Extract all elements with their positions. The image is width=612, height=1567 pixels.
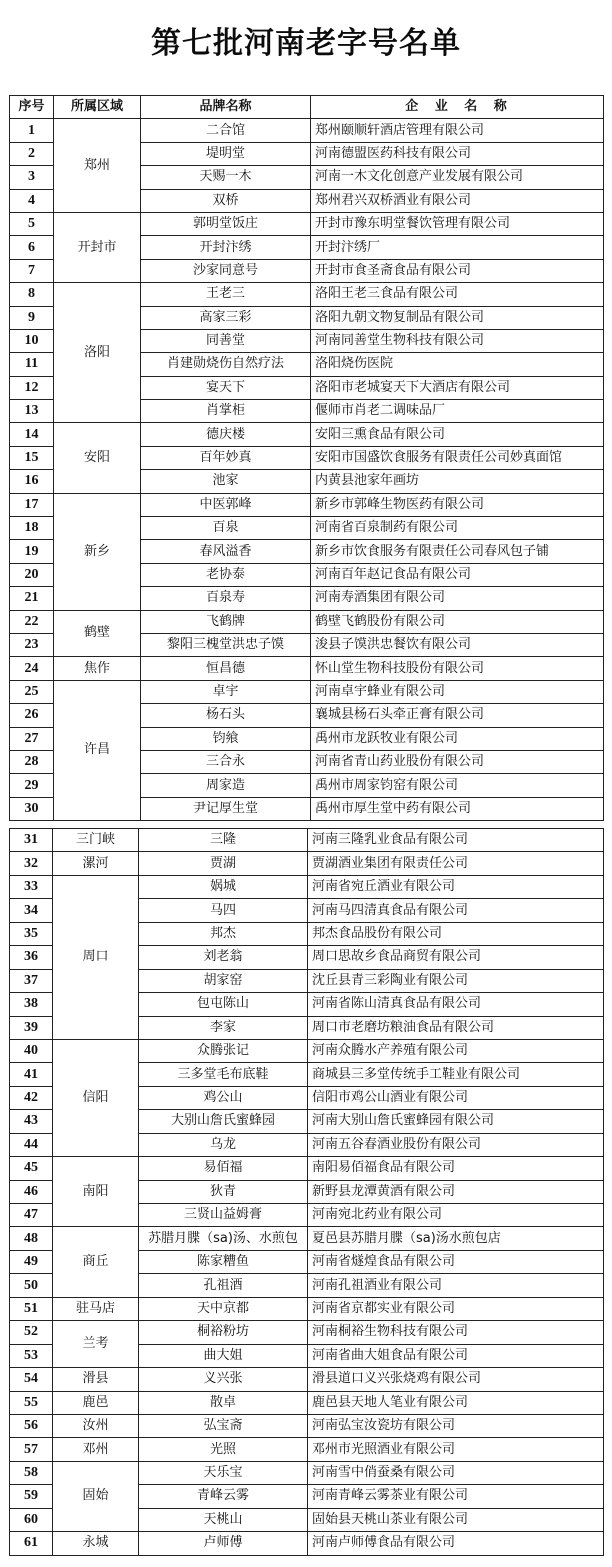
brand-name-cell: 宴天下	[141, 376, 311, 399]
region-cell: 周口	[53, 875, 139, 1039]
company-name-cell: 开封汴绣厂	[311, 236, 604, 259]
row-number: 59	[10, 1485, 53, 1508]
row-number: 9	[10, 306, 54, 329]
row-number: 29	[10, 774, 54, 797]
company-name-cell: 禹州市龙跃牧业有限公司	[311, 727, 604, 750]
brand-name-cell: 卓宇	[141, 680, 311, 703]
brand-name-cell: 桐裕粉坊	[139, 1321, 308, 1344]
row-number: 23	[10, 633, 54, 656]
table-row	[10, 1157, 604, 1180]
company-name-cell: 河南省百泉制药有限公司	[311, 517, 604, 540]
brand-name-cell: 弘宝斋	[139, 1414, 308, 1437]
brand-name-cell: 散卓	[139, 1391, 308, 1414]
row-number: 8	[10, 283, 54, 306]
brand-name-cell: 卢师傅	[139, 1532, 308, 1555]
row-number: 20	[10, 563, 54, 586]
row-number: 51	[10, 1297, 53, 1320]
row-number: 1	[10, 119, 54, 142]
table-body-part-2	[10, 829, 604, 1556]
row-number: 18	[10, 517, 54, 540]
company-name-cell: 偃师市肖老二调味品厂	[311, 400, 604, 423]
table-row	[10, 610, 604, 633]
company-name-cell: 禹州市周家钧窑有限公司	[311, 774, 604, 797]
row-number: 54	[10, 1368, 53, 1391]
brand-list-table-part-2	[9, 828, 604, 1556]
company-name-cell: 河南省陈山清真食品有限公司	[308, 993, 604, 1016]
company-name-cell: 襄城县杨石头牵正膏有限公司	[311, 704, 604, 727]
row-number: 41	[10, 1063, 53, 1086]
company-name-cell: 新乡市郭峰生物医药有限公司	[311, 493, 604, 516]
brand-name-cell: 三多堂毛布底鞋	[139, 1063, 308, 1086]
company-name-cell: 周口思故乡食品商贸有限公司	[308, 946, 604, 969]
company-name-cell: 郑州颐顺轩酒店管理有限公司	[311, 119, 604, 142]
company-name-cell: 河南卢师傅食品有限公司	[308, 1532, 604, 1555]
company-name-cell: 信阳市鸡公山酒业有限公司	[308, 1086, 604, 1109]
row-number: 34	[10, 899, 53, 922]
row-number: 58	[10, 1461, 53, 1484]
row-number: 33	[10, 875, 53, 898]
brand-name-cell: 青峰云雾	[139, 1485, 308, 1508]
company-name-cell: 洛阳市老城宴天下大酒店有限公司	[311, 376, 604, 399]
brand-name-cell: 二合馆	[141, 119, 311, 142]
company-name-cell: 浚县子馍洪忠餐饮有限公司	[311, 633, 604, 656]
brand-name-cell: 苏腊月䐑（sa)汤、水煎包	[139, 1227, 308, 1250]
brand-name-cell: 义兴张	[139, 1368, 308, 1391]
row-number: 52	[10, 1321, 53, 1344]
brand-name-cell: 高家三彩	[141, 306, 311, 329]
brand-name-cell: 刘老翁	[139, 946, 308, 969]
company-name-cell: 河南同善堂生物科技有限公司	[311, 329, 604, 352]
company-name-cell: 河南省宛丘酒业有限公司	[308, 875, 604, 898]
region-cell: 南阳	[53, 1157, 139, 1227]
table-row	[10, 283, 604, 306]
region-cell: 许昌	[54, 680, 141, 820]
header-region: 所属区域	[54, 96, 141, 119]
region-cell: 三门峡	[53, 829, 139, 852]
brand-name-cell: 老协泰	[141, 563, 311, 586]
table-row	[10, 212, 604, 235]
brand-name-cell: 王老三	[141, 283, 311, 306]
brand-name-cell: 堤明堂	[141, 142, 311, 165]
row-number: 32	[10, 852, 53, 875]
brand-name-cell: 百泉寿	[141, 587, 311, 610]
row-number: 27	[10, 727, 54, 750]
brand-name-cell: 胡家窑	[139, 969, 308, 992]
company-name-cell: 安阳三熏食品有限公司	[311, 423, 604, 446]
company-name-cell: 河南一木文化创意产业发展有限公司	[311, 166, 604, 189]
company-name-cell: 洛阳烧伤医院	[311, 353, 604, 376]
row-number: 38	[10, 993, 53, 1016]
brand-name-cell: 黎阳三槐堂洪忠子馍	[141, 633, 311, 656]
brand-name-cell: 孔祖酒	[139, 1274, 308, 1297]
brand-name-cell: 狄青	[139, 1180, 308, 1203]
brand-name-cell: 邦杰	[139, 922, 308, 945]
company-name-cell: 邦杰食品股份有限公司	[308, 922, 604, 945]
brand-name-cell: 尹记厚生堂	[141, 797, 311, 820]
table-row	[10, 1532, 604, 1555]
row-number: 17	[10, 493, 54, 516]
row-number: 48	[10, 1227, 53, 1250]
row-number: 22	[10, 610, 54, 633]
table-row	[10, 119, 604, 142]
region-cell: 滑县	[53, 1368, 139, 1391]
company-name-cell: 河南寿酒集团有限公司	[311, 587, 604, 610]
table-row	[10, 680, 604, 703]
table-row	[10, 1438, 604, 1461]
row-number: 19	[10, 540, 54, 563]
table-row	[10, 1391, 604, 1414]
company-name-cell: 河南省青山药业股份有限公司	[311, 750, 604, 773]
table-row	[10, 1321, 604, 1344]
brand-name-cell: 包屯陈山	[139, 993, 308, 1016]
company-name-cell: 河南省京都实业有限公司	[308, 1297, 604, 1320]
row-number: 4	[10, 189, 54, 212]
brand-name-cell: 光照	[139, 1438, 308, 1461]
brand-name-cell: 众腾张记	[139, 1039, 308, 1062]
region-cell: 汝州	[53, 1414, 139, 1437]
row-number: 61	[10, 1532, 53, 1555]
row-number: 39	[10, 1016, 53, 1039]
region-cell: 永城	[53, 1532, 139, 1555]
header-company: 企 业 名 称	[311, 96, 604, 119]
row-number: 21	[10, 587, 54, 610]
brand-name-cell: 三合永	[141, 750, 311, 773]
brand-name-cell: 百泉	[141, 517, 311, 540]
brand-name-cell: 同善堂	[141, 329, 311, 352]
company-name-cell: 河南省曲大姐食品有限公司	[308, 1344, 604, 1367]
company-name-cell: 河南五谷春酒业股份有限公司	[308, 1133, 604, 1156]
brand-name-cell: 百年妙真	[141, 446, 311, 469]
region-cell: 洛阳	[54, 283, 141, 423]
row-number: 6	[10, 236, 54, 259]
company-name-cell: 河南马四清真食品有限公司	[308, 899, 604, 922]
brand-name-cell: 陈家糟鱼	[139, 1250, 308, 1273]
brand-name-cell: 天桃山	[139, 1508, 308, 1531]
company-name-cell: 新野县龙潭黄酒有限公司	[308, 1180, 604, 1203]
company-name-cell: 开封市食圣斋食品有限公司	[311, 259, 604, 282]
row-number: 30	[10, 797, 54, 820]
row-number: 5	[10, 212, 54, 235]
company-name-cell: 夏邑县苏腊月䐑（sa)汤水煎包店	[308, 1227, 604, 1250]
company-name-cell: 河南卓宇蜂业有限公司	[311, 680, 604, 703]
region-cell: 安阳	[54, 423, 141, 493]
brand-name-cell: 马四	[139, 899, 308, 922]
company-name-cell: 商城县三多堂传统手工鞋业有限公司	[308, 1063, 604, 1086]
row-number: 49	[10, 1250, 53, 1273]
brand-name-cell: 三贤山益姆膏	[139, 1204, 308, 1227]
table-row	[10, 1297, 604, 1320]
row-number: 44	[10, 1133, 53, 1156]
row-number: 57	[10, 1438, 53, 1461]
company-name-cell: 新乡市饮食服务有限责任公司春风包子铺	[311, 540, 604, 563]
brand-name-cell: 池家	[141, 470, 311, 493]
company-name-cell: 怀山堂生物科技股份有限公司	[311, 657, 604, 680]
company-name-cell: 鹿邑县天地人笔业有限公司	[308, 1391, 604, 1414]
row-number: 26	[10, 704, 54, 727]
brand-name-cell: 春风溢香	[141, 540, 311, 563]
brand-name-cell: 鸡公山	[139, 1086, 308, 1109]
row-number: 2	[10, 142, 54, 165]
brand-name-cell: 中医郭峰	[141, 493, 311, 516]
brand-name-cell: 德庆楼	[141, 423, 311, 446]
row-number: 42	[10, 1086, 53, 1109]
table-row	[10, 875, 604, 898]
brand-name-cell: 沙家同意号	[141, 259, 311, 282]
row-number: 28	[10, 750, 54, 773]
region-cell: 信阳	[53, 1039, 139, 1156]
brand-name-cell: 飞鹤牌	[141, 610, 311, 633]
row-number: 10	[10, 329, 54, 352]
brand-name-cell: 郭明堂饭庄	[141, 212, 311, 235]
row-number: 31	[10, 829, 53, 852]
company-name-cell: 固始县天桃山茶业有限公司	[308, 1508, 604, 1531]
row-number: 12	[10, 376, 54, 399]
company-name-cell: 鹤壁飞鹤股份有限公司	[311, 610, 604, 633]
row-number: 25	[10, 680, 54, 703]
brand-name-cell: 双桥	[141, 189, 311, 212]
company-name-cell: 内黄县池家年画坊	[311, 470, 604, 493]
header-no: 序号	[10, 96, 54, 119]
table-row	[10, 852, 604, 875]
table-row	[10, 1039, 604, 1062]
row-number: 37	[10, 969, 53, 992]
region-cell: 邓州	[53, 1438, 139, 1461]
row-number: 45	[10, 1157, 53, 1180]
brand-name-cell: 天中京都	[139, 1297, 308, 1320]
table-row	[10, 423, 604, 446]
table-row	[10, 1227, 604, 1250]
brand-name-cell: 天乐宝	[139, 1461, 308, 1484]
row-number: 11	[10, 353, 54, 376]
company-name-cell: 沈丘县青三彩陶业有限公司	[308, 969, 604, 992]
brand-name-cell: 李家	[139, 1016, 308, 1039]
company-name-cell: 河南宛北药业有限公司	[308, 1204, 604, 1227]
company-name-cell: 贾湖酒业集团有限责任公司	[308, 852, 604, 875]
company-name-cell: 河南弘宝汝瓷坊有限公司	[308, 1414, 604, 1437]
row-number: 50	[10, 1274, 53, 1297]
region-cell: 驻马店	[53, 1297, 139, 1320]
brand-name-cell: 曲大姐	[139, 1344, 308, 1367]
brand-name-cell: 恒昌德	[141, 657, 311, 680]
row-number: 43	[10, 1110, 53, 1133]
table-row	[10, 493, 604, 516]
company-name-cell: 安阳市国盛饮食服务有限责任公司妙真面馆	[311, 446, 604, 469]
region-cell: 郑州	[54, 119, 141, 213]
row-number: 14	[10, 423, 54, 446]
row-number: 36	[10, 946, 53, 969]
company-name-cell: 南阳易佰福食品有限公司	[308, 1157, 604, 1180]
table-body-part-1	[10, 119, 604, 821]
document-title: 第七批河南老字号名单	[151, 26, 461, 61]
table-row	[10, 657, 604, 680]
table-row	[10, 1368, 604, 1391]
brand-name-cell: 天赐一木	[141, 166, 311, 189]
company-name-cell: 洛阳王老三食品有限公司	[311, 283, 604, 306]
region-cell: 焦作	[54, 657, 141, 680]
region-cell: 鹿邑	[53, 1391, 139, 1414]
region-cell: 漯河	[53, 852, 139, 875]
brand-name-cell: 肖掌柜	[141, 400, 311, 423]
row-number: 56	[10, 1414, 53, 1437]
company-name-cell: 禹州市厚生堂中药有限公司	[311, 797, 604, 820]
brand-list-table-part-1	[9, 95, 604, 821]
company-name-cell: 开封市豫东明堂餐饮管理有限公司	[311, 212, 604, 235]
brand-name-cell: 三隆	[139, 829, 308, 852]
region-cell: 商丘	[53, 1227, 139, 1297]
row-number: 15	[10, 446, 54, 469]
brand-name-cell: 开封汴绣	[141, 236, 311, 259]
company-name-cell: 河南百年赵记食品有限公司	[311, 563, 604, 586]
company-name-cell: 河南雪中俏蚕桑有限公司	[308, 1461, 604, 1484]
table-row	[10, 829, 604, 852]
brand-name-cell: 贾湖	[139, 852, 308, 875]
company-name-cell: 河南三隆乳业食品有限公司	[308, 829, 604, 852]
table-header-row	[10, 96, 604, 119]
region-cell: 兰考	[53, 1321, 139, 1368]
row-number: 24	[10, 657, 54, 680]
row-number: 53	[10, 1344, 53, 1367]
company-name-cell: 河南青峰云雾茶业有限公司	[308, 1485, 604, 1508]
row-number: 3	[10, 166, 54, 189]
region-cell: 开封市	[54, 212, 141, 282]
row-number: 7	[10, 259, 54, 282]
brand-name-cell: 易佰福	[139, 1157, 308, 1180]
row-number: 47	[10, 1204, 53, 1227]
company-name-cell: 洛阳九朝文物复制品有限公司	[311, 306, 604, 329]
brand-name-cell: 大别山詹氏蜜蜂园	[139, 1110, 308, 1133]
brand-name-cell: 肖建勋烧伤自然疗法	[141, 353, 311, 376]
row-number: 60	[10, 1508, 53, 1531]
row-number: 13	[10, 400, 54, 423]
company-name-cell: 河南省燧煌食品有限公司	[308, 1250, 604, 1273]
header-brand: 品牌名称	[141, 96, 311, 119]
company-name-cell: 邓州市光照酒业有限公司	[308, 1438, 604, 1461]
table-row	[10, 1461, 604, 1484]
row-number: 16	[10, 470, 54, 493]
region-cell: 鹤壁	[54, 610, 141, 657]
row-number: 35	[10, 922, 53, 945]
brand-name-cell: 乌龙	[139, 1133, 308, 1156]
row-number: 46	[10, 1180, 53, 1203]
region-cell: 固始	[53, 1461, 139, 1531]
company-name-cell: 河南桐裕生物科技有限公司	[308, 1321, 604, 1344]
brand-name-cell: 杨石头	[141, 704, 311, 727]
region-cell: 新乡	[54, 493, 141, 610]
company-name-cell: 河南德盟医药科技有限公司	[311, 142, 604, 165]
row-number: 55	[10, 1391, 53, 1414]
company-name-cell: 河南众腾水产养殖有限公司	[308, 1039, 604, 1062]
table-row	[10, 1414, 604, 1437]
brand-name-cell: 周家造	[141, 774, 311, 797]
company-name-cell: 周口市老磨坊粮油食品有限公司	[308, 1016, 604, 1039]
brand-name-cell: 娲城	[139, 875, 308, 898]
brand-name-cell: 钧飨	[141, 727, 311, 750]
row-number: 40	[10, 1039, 53, 1062]
company-name-cell: 河南孔祖酒业有限公司	[308, 1274, 604, 1297]
company-name-cell: 河南大别山詹氏蜜蜂园有限公司	[308, 1110, 604, 1133]
company-name-cell: 郑州君兴双桥酒业有限公司	[311, 189, 604, 212]
company-name-cell: 滑县道口义兴张烧鸡有限公司	[308, 1368, 604, 1391]
